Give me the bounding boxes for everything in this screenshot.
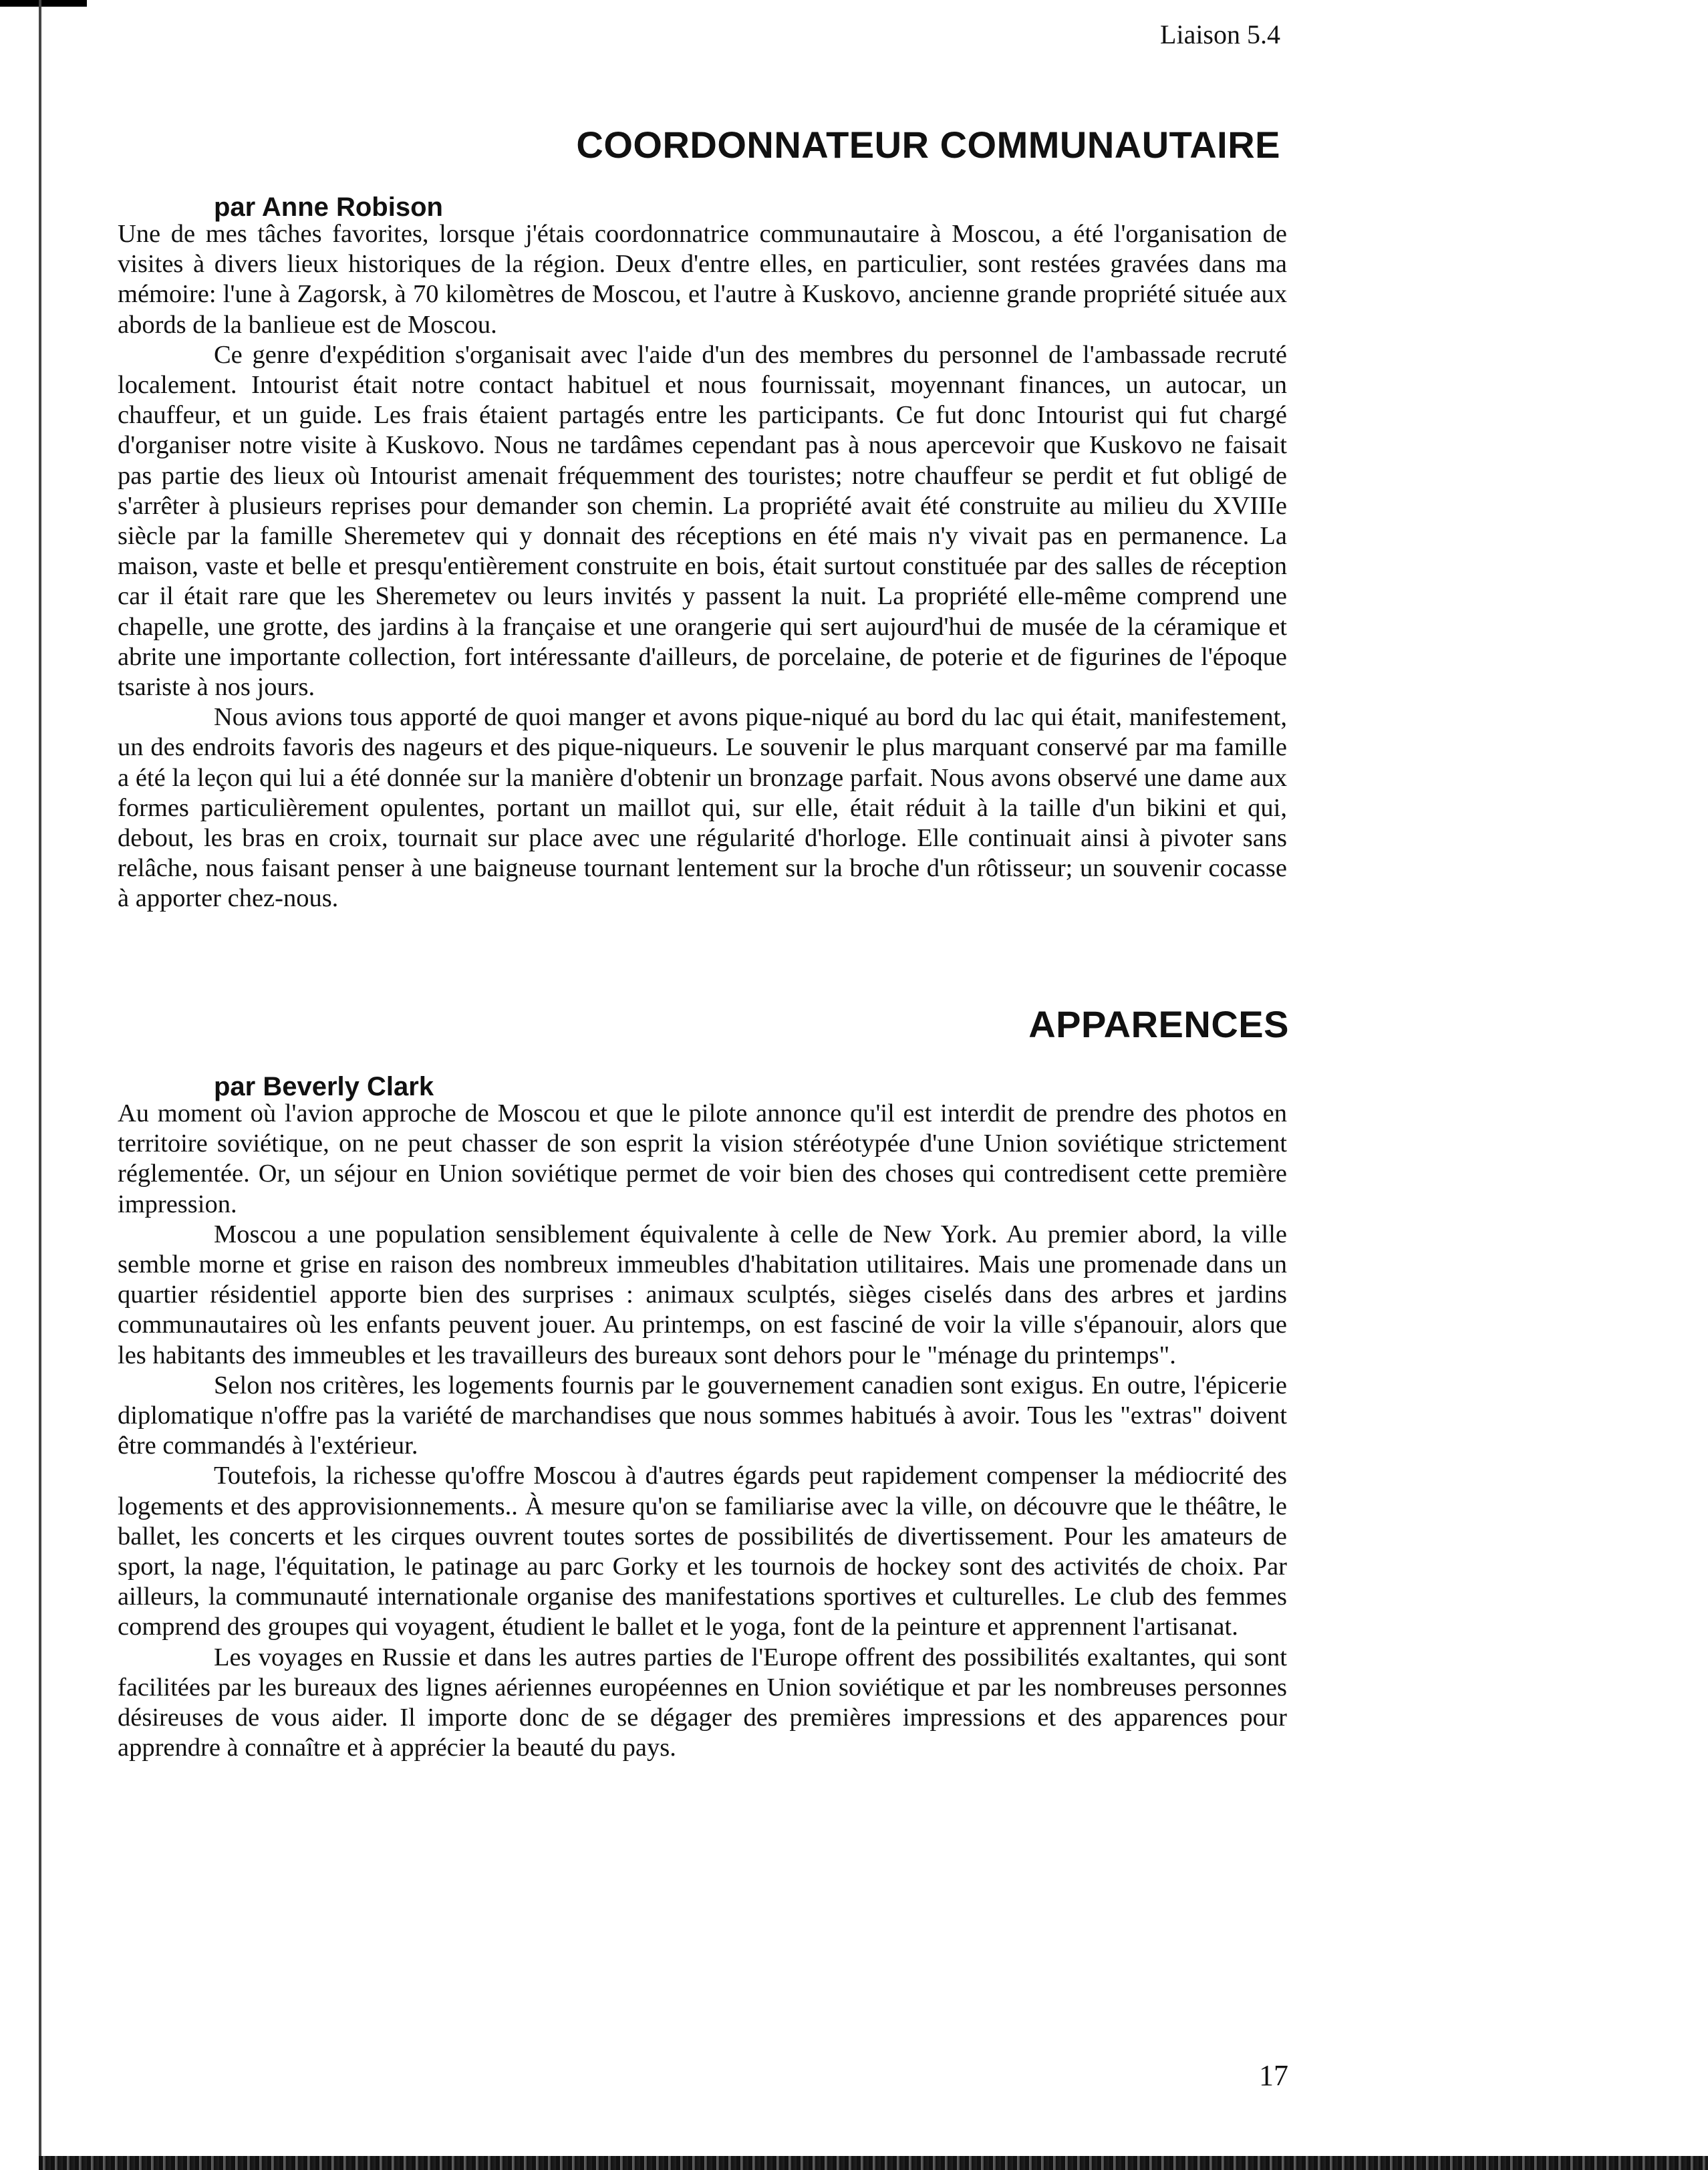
running-head: Liaison 5.4 — [1160, 19, 1280, 49]
article-paragraph: Toutefois, la richesse qu'offre Moscou à d'autres égards peut rapidement compenser la médiocrité des logements et des approvisionnements.. À mesure qu'on se familiarise avec la ville, on découvre que le théâtre, le ballet, les concerts et les cirques ouvrent toutes sortes de possibilités de divertissement. Pour les amateurs de sport, la nage, l'équitation, le patinage au parc Gorky et les tournois de hockey sont des activités de choix. Par ailleurs, la communauté internationale organise des manifestations sportives et culturelles. Le club des femmes comprend des groupes qui voyagent, étudient le ballet et le yoga, font de la peinture et apprennent l'artisanat. — [118, 1462, 1287, 1641]
page-number: 17 — [1259, 2059, 1288, 2092]
article-paragraph: Selon nos critères, les logements fournis par le gouvernement canadien sont exigus. En outre, l'épicerie diplomatique n'offre pas la variété de marchandises que nous sommes habitués à avoir. Tous les "extras" doivent être commandés à l'extérieur. — [118, 1371, 1287, 1460]
article-body — [118, 219, 1287, 914]
article-paragraph: Une de mes tâches favorites, lorsque j'étais coordonnatrice communautaire à Moscou, a été l'organisation de visites à divers lieux historiques de la région. Deux d'entre elles, en particulier, sont restées gravées dans ma mémoire: l'une à Zagorsk, à 70 kilomètres de Moscou, et l'autre à Kuskovo, ancienne grande propriété située aux abords de la banlieue est de Moscou. — [118, 220, 1287, 339]
article-byline: par Anne Robison — [214, 192, 443, 222]
article-paragraph: Au moment où l'avion approche de Moscou et que le pilote annonce qu'il est interdit de prendre des photos en territoire soviétique, on ne peut chasser de son esprit la vision stéréotypée d'une Union soviétique strictement réglementée. Or, un séjour en Union soviétique permet de voir bien des choses qui contredisent cette première impression. — [118, 1099, 1287, 1218]
article-paragraph: Moscou a une population sensiblement équivalente à celle de New York. Au premier abord, la ville semble morne et grise en raison des nombreux immeubles d'habitation utilitaires. Mais une promenade dans un quartier résidentiel apporte bien des surprises : animaux sculptés, sièges ciselés dans des arbres et jardins communautaires où les enfants peuvent jouer. Au printemps, on est fasciné de voir la ville s'épanouir, alors que les habitants des immeubles et les travailleurs des bureaux sont dehors pour le "ménage du printemps". — [118, 1220, 1287, 1369]
article-paragraph: Nous avions tous apporté de quoi manger et avons pique-niqué au bord du lac qui était, manifestement, un des endroits favoris des nageurs et des pique-niqueurs. Le souvenir le plus marquant conservé par ma famille a été la leçon qui lui a été donnée sur la manière d'obtenir un bronzage parfait. Nous avons observé une dame aux formes particulièrement opulentes, portant un maillot qui, sur elle, était réduit à la taille d'un bikini et qui, debout, les bras en croix, tournait sur place avec une régularité d'horloge. Elle continuait ainsi à pivoter sans relâche, nous faisant penser à une baigneuse tournant lentement sur la broche d'un rôtisseur; un souvenir cocasse à apporter chez-nous. — [118, 703, 1287, 913]
article-paragraph: Ce genre d'expédition s'organisait avec l'aide d'un des membres du personnel de l'ambassade recruté localement. Intourist était notre contact habituel et nous fournissait, moyennant finances, un autocar, un chauffeur, et un guide. Les frais étaient partagés entre les participants. Ce fut donc Intourist qui fut chargé d'organiser notre visite à Kuskovo. Nous ne tardâmes cependant pas à nous apercevoir que Kuskovo ne faisait pas partie des lieux où Intourist amenait fréquemment des touristes; notre chauffeur se perdit et fut obligé de s'arrêter à plusieurs reprises pour demander son chemin. La propriété avait été construite au milieu du XVIIIe siècle par la famille Sheremetev qui y donnait des réceptions en été mais n'y vivait pas en permanence. La maison, vaste et belle et presqu'entièrement construite en bois, était surtout constituée par des salles de réception car il était rare que les Sheremetev ou leurs invités y passent la nuit. La propriété elle-même comprend une chapelle, une grotte, des jardins à la française et une orangerie qui sert aujourd'hui de musée de la céramique et abrite une importante collection, fort intéressante d'ailleurs, de porcelaine, de poterie et de figurines de l'époque tsariste à nos jours. — [118, 340, 1287, 702]
article-byline: par Beverly Clark — [214, 1072, 434, 1101]
article-title: APPARENCES — [1028, 1003, 1289, 1045]
article-title: COORDONNATEUR COMMUNAUTAIRE — [576, 124, 1280, 166]
scan-artifact-left-edge — [39, 0, 41, 2170]
scan-artifact-corner — [0, 0, 87, 7]
article-body — [118, 1099, 1287, 1763]
scan-artifact-bottom-bar — [39, 2156, 1708, 2170]
article-paragraph: Les voyages en Russie et dans les autres parties de l'Europe offrent des possibilités exaltantes, qui sont facilitées par les bureaux des lignes aériennes européennes en Union soviétique et par les nombreuses personnes désireuses de vous aider. Il importe donc de se dégager des premières impressions et des apparences pour apprendre à connaître et à apprécier la beauté du pays. — [118, 1643, 1287, 1762]
